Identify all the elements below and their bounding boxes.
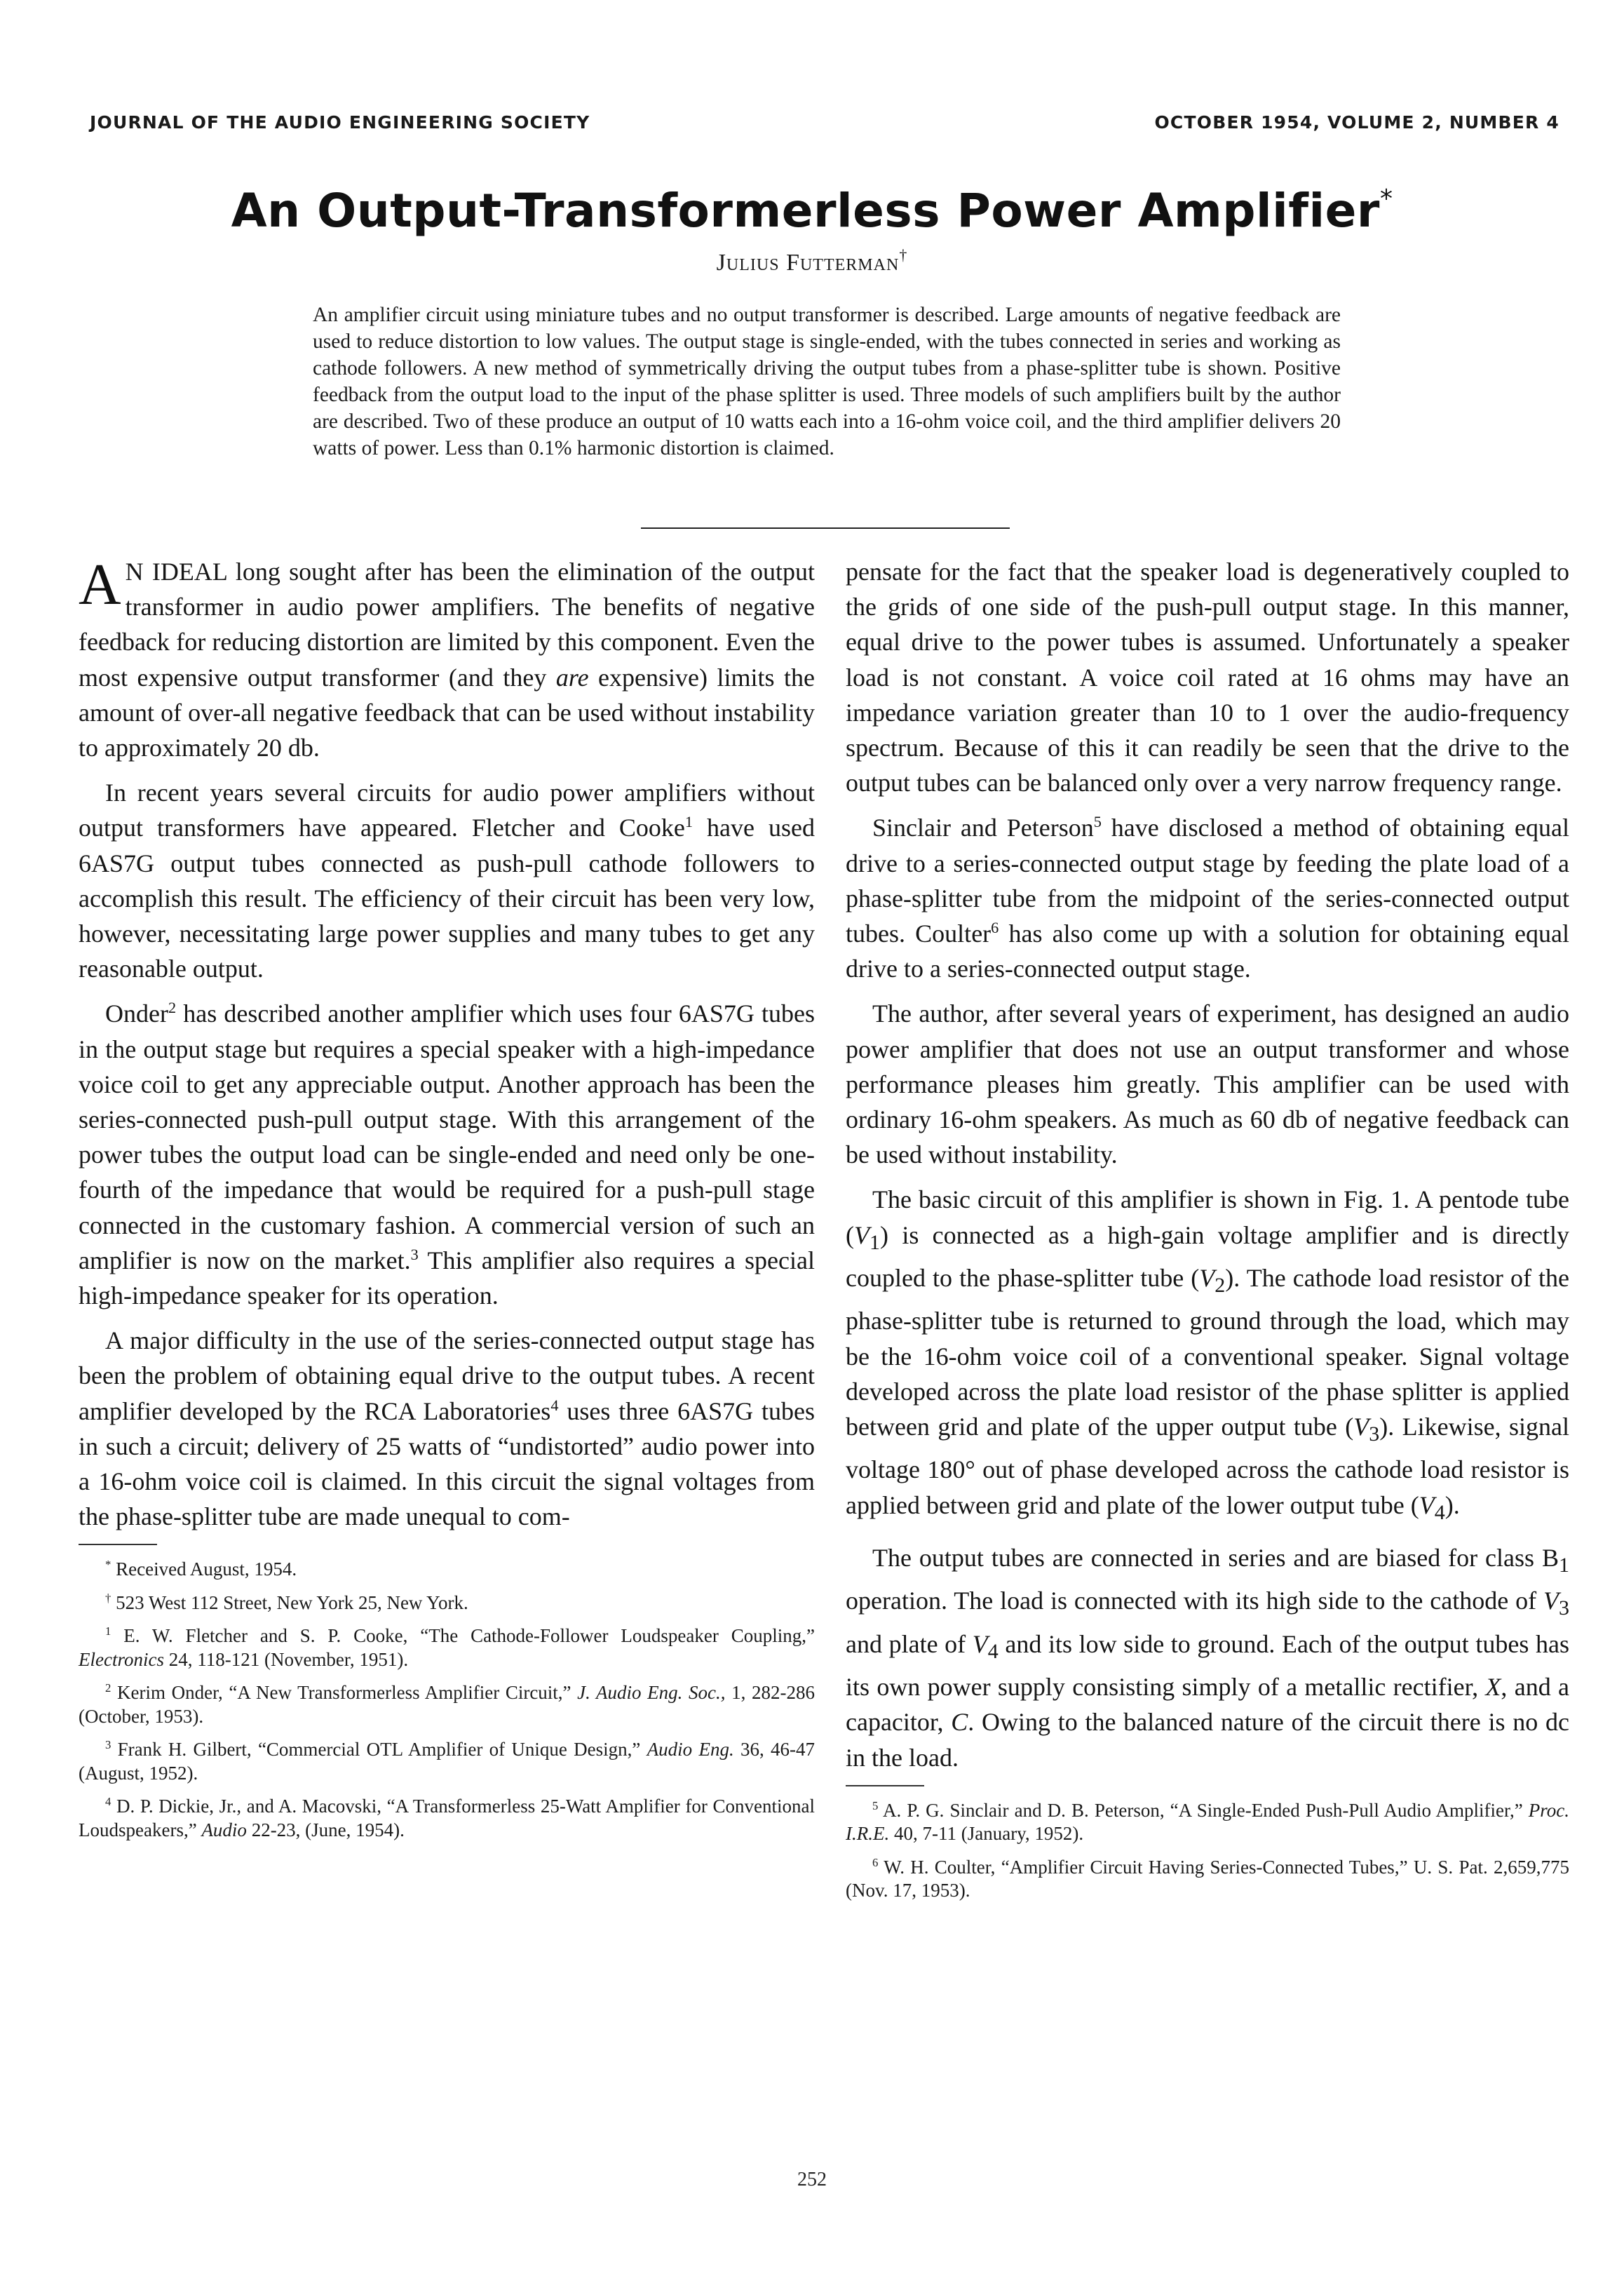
- running-head-journal: JOURNAL OF THE AUDIO ENGINEERING SOCIETY: [90, 112, 590, 133]
- footnote-text: 22-23, (June, 1954).: [246, 1819, 405, 1840]
- symbol: X: [1485, 1673, 1501, 1702]
- footnote-ref: 4: [550, 1396, 559, 1414]
- paragraph-text: N IDEAL long sought after has been the elimination of the output transformer in audio power amplifiers. The benefits of negative feedback for reducing distortion are limited by this component. Even the most expensive output transformer (and they: [79, 558, 815, 692]
- footnote: [79, 1681, 815, 1728]
- paragraph-text: ).: [1444, 1490, 1460, 1519]
- footnote-source: Audio Eng.: [647, 1739, 734, 1760]
- paragraph: [79, 775, 815, 986]
- footnote: [79, 1558, 815, 1582]
- subscript: 2: [1214, 1274, 1226, 1298]
- article-title-text: An Output-Transformerless Power Amplifier: [231, 184, 1380, 238]
- paragraph: [79, 1323, 815, 1534]
- paragraph-text: The basic circuit of this amplifier is shown in Fig. 1. A pentode tube (: [846, 1185, 1569, 1249]
- footnote-text: D. P. Dickie, Jr., and A. Macovski, “A Transformerless 25-Watt Amplifier for Conventional Loudspeakers,”: [79, 1796, 816, 1840]
- abstract-divider: [641, 527, 1010, 529]
- footnote: [79, 1738, 815, 1785]
- subscript: 4: [1434, 1500, 1445, 1524]
- paragraph: [846, 810, 1569, 986]
- emphasis: are: [555, 663, 589, 692]
- footnote-text: 36, 46-47 (August, 1952).: [79, 1739, 815, 1784]
- article-author: [0, 246, 1624, 276]
- footnote-text: Frank H. Gilbert, “Commercial OTL Amplifier of Unique Design,”: [117, 1739, 647, 1760]
- footnote-divider: [846, 1785, 924, 1786]
- footnote-ref: 2: [168, 999, 177, 1017]
- paragraph-text: In recent years several circuits for audio power amplifiers without output transformers have appeared. Fletcher and Cooke: [79, 779, 815, 842]
- paragraph-text: and its low side to ground. Each of the output tubes has its own power supply consisting simply of a metallic rectifier,: [846, 1629, 1569, 1702]
- paragraph: [79, 554, 815, 765]
- paragraph-text: ). Likewise, signal voltage 180° out of phase developed across the cathode load resistor is applied between grid and plate of the lower output tube (: [846, 1413, 1569, 1519]
- subscript: 3: [1369, 1422, 1380, 1446]
- footnote: [79, 1795, 815, 1842]
- footnote: [79, 1591, 815, 1615]
- footnote-text: 24, 118-121 (November, 1951).: [163, 1648, 409, 1670]
- article-title: [0, 184, 1624, 238]
- footnote-mark: 2: [105, 1681, 111, 1695]
- symbol: V: [1353, 1413, 1369, 1441]
- subscript: 1: [869, 1230, 880, 1254]
- footnote-mark: 6: [872, 1855, 879, 1869]
- footnote-mark: *: [105, 1558, 111, 1572]
- symbol: C: [951, 1708, 968, 1737]
- footnote-ref: 5: [1093, 813, 1102, 831]
- paragraph-text: . Owing to the balanced nature of the circuit there is no dc in the load.: [846, 1708, 1570, 1772]
- paragraph-text: operation. The load is connected with its high side to the cathode of: [846, 1587, 1543, 1615]
- author-footnote-mark: †: [899, 246, 908, 264]
- title-footnote-mark: *: [1379, 184, 1393, 213]
- body-column-right: [846, 554, 1569, 1913]
- symbol: V: [854, 1220, 869, 1249]
- paragraph-text: Onder: [105, 999, 168, 1028]
- footnote-text: 40, 7-11 (January, 1952).: [889, 1823, 1084, 1845]
- footnote: [846, 1799, 1569, 1846]
- footnote-ref: 3: [410, 1245, 419, 1263]
- footnote-text: Received August, 1954.: [116, 1558, 297, 1580]
- paragraph: [846, 1182, 1569, 1530]
- drop-cap: A: [79, 552, 121, 617]
- footnote-source: Audio: [201, 1819, 247, 1840]
- paragraph-text: ). The cathode load resistor of the phase-splitter tube is returned to ground through the load, which may be the 16-ohm voice coil of a conventional speaker. Signal voltage developed across the plate load resistor of the phase splitter is applied between grid and plate of the upper output tube (: [846, 1264, 1569, 1441]
- footnote: [846, 1856, 1569, 1903]
- paragraph-text: uses three 6AS7G tubes in such a circuit; delivery of 25 watts of “undistorted” audio power into a 16-ohm voice coil is claimed. In this circuit the signal voltages from the phase-splitter tube are made unequal to com-: [79, 1396, 816, 1531]
- paragraph-text: and plate of: [846, 1629, 973, 1658]
- paragraph-text: ) is connected as a high-gain voltage amplifier and is directly coupled to the phase-splitter tube (: [846, 1220, 1569, 1293]
- footnote-ref: 1: [684, 813, 693, 831]
- subscript: 4: [987, 1640, 999, 1663]
- paragraph: pensate for the fact that the speaker load is degeneratively coupled to the grids of one side of the push-pull output stage. In this manner, equal drive to the power tubes is assumed. Unfortunately a speaker load is not constant. A voice coil rated at 16 ohms may have an impedance variation greater than 10 to 1 over the audio-frequency spectrum. Because of this it can readily be seen that the drive to the output tubes can be balanced only over a very narrow frequency range.: [846, 558, 1569, 797]
- author-name: Julius Futterman: [716, 250, 900, 276]
- symbol: V: [1419, 1490, 1435, 1519]
- page-number: 252: [797, 2169, 827, 2190]
- paragraph: The author, after several years of experiment, has designed an audio power amplifier that does not use an output transformer and whose performance pleases him greatly. This amplifier can be used with ordinary 16-ohm speakers. As much as 60 db of negative feedback can be used without instability.: [846, 999, 1569, 1169]
- abstract: An amplifier circuit using miniature tubes and no output transformer is described. Large amounts of negative feedback are used to reduce distortion to low values. The output stage is single-ended, with the tubes connected in series and working as cathode followers. A new method of symmetrically driving the output tubes from a phase-splitter tube is shown. Positive feedback from the output load to the input of the phase splitter is used. Three models of such amplifiers built by the author are described. Two of these produce an output of 10 watts each into a 16-ohm voice coil, and the third amplifier delivers 20 watts of power. Less than 0.1% harmonic distortion is claimed.: [313, 304, 1341, 459]
- symbol: V: [972, 1629, 988, 1658]
- paragraph-text: This amplifier also requires a special high-impedance speaker for its operation.: [79, 1246, 815, 1310]
- paragraph-text: Sinclair and Peterson: [872, 814, 1094, 842]
- footnote-mark: †: [105, 1591, 111, 1605]
- footnote: [79, 1624, 815, 1671]
- footnote-source: J. Audio Eng. Soc.,: [577, 1682, 726, 1704]
- footnote-text: 523 West 112 Street, New York 25, New York.: [116, 1591, 468, 1613]
- footnote-mark: 5: [872, 1798, 879, 1812]
- paragraph-text: A major difficulty in the use of the series-connected output stage has been the problem of obtaining equal drive to the output tubes. A recent amplifier developed by the RCA Laboratories: [79, 1326, 815, 1425]
- running-head-issue: OCTOBER 1954, VOLUME 2, NUMBER 4: [1154, 112, 1559, 133]
- paragraph-text: expensive) limits the amount of over-all negative feedback that can be used without instability to approximately 20 db.: [79, 663, 816, 762]
- footnote-mark: 4: [105, 1795, 111, 1809]
- footnote-mark: 3: [105, 1738, 111, 1752]
- paragraph: [846, 1540, 1569, 1775]
- paragraph-text: have disclosed a method of obtaining equal drive to a series-connected output stage by feeding the plate load of a phase-splitter tube from the midpoint of the series-connected output tubes. Coulter: [846, 814, 1569, 948]
- footnote-source: Proc. I.R.E.: [846, 1799, 1569, 1845]
- paragraph-text: The output tubes are connected in series and are biased for class B: [872, 1544, 1559, 1573]
- footnote-text: Kerim Onder, “A New Transformerless Amplifier Circuit,”: [117, 1682, 578, 1704]
- paragraph-text: has also come up with a solution for obtaining equal drive to a series-connected output stage.: [846, 920, 1569, 983]
- paragraph-text: has described another amplifier which uses four 6AS7G tubes in the output stage but requires a special speaker with a high-impedance voice coil to get any appreciable output. Another approach has been the series-connected push-pull output stage. With this arrangement of the power tubes the output load can be single-ended and need only be one-fourth of the impedance that would be required for a push-pull stage connected in the customary fashion. A commercial version of such an amplifier is now on the market.: [79, 999, 815, 1274]
- symbol: V: [1543, 1587, 1559, 1615]
- footnote-ref: 6: [991, 919, 999, 937]
- footnote-text: W. H. Coulter, “Amplifier Circuit Having Series-Connected Tubes,” U. S. Pat. 2,659,775 (Nov. 17, 1953).: [846, 1856, 1569, 1901]
- footnote-text: 1, 282-286 (October, 1953).: [79, 1682, 816, 1727]
- symbol: V: [1199, 1264, 1215, 1293]
- footnote-text: E. W. Fletcher and S. P. Cooke, “The Cathode-Follower Loudspeaker Coupling,”: [123, 1625, 815, 1647]
- paragraph-text: , and a capacitor,: [846, 1673, 1569, 1737]
- footnote-source: Electronics: [79, 1648, 164, 1670]
- subscript: 3: [1559, 1596, 1569, 1620]
- footnote-divider: [79, 1544, 157, 1545]
- paragraph-text: have used 6AS7G output tubes connected as push-pull cathode followers to accomplish this result. The efficiency of their circuit has been very low, however, necessitating large power supplies and many tubes to get any reasonable output.: [79, 814, 815, 983]
- subscript: 1: [1559, 1554, 1569, 1577]
- footnote-text: A. P. G. Sinclair and D. B. Peterson, “A Single-Ended Push-Pull Audio Amplifier,”: [882, 1799, 1529, 1821]
- footnote-mark: 1: [105, 1624, 111, 1638]
- paragraph: [79, 996, 815, 1313]
- body-column-left: [79, 554, 815, 1852]
